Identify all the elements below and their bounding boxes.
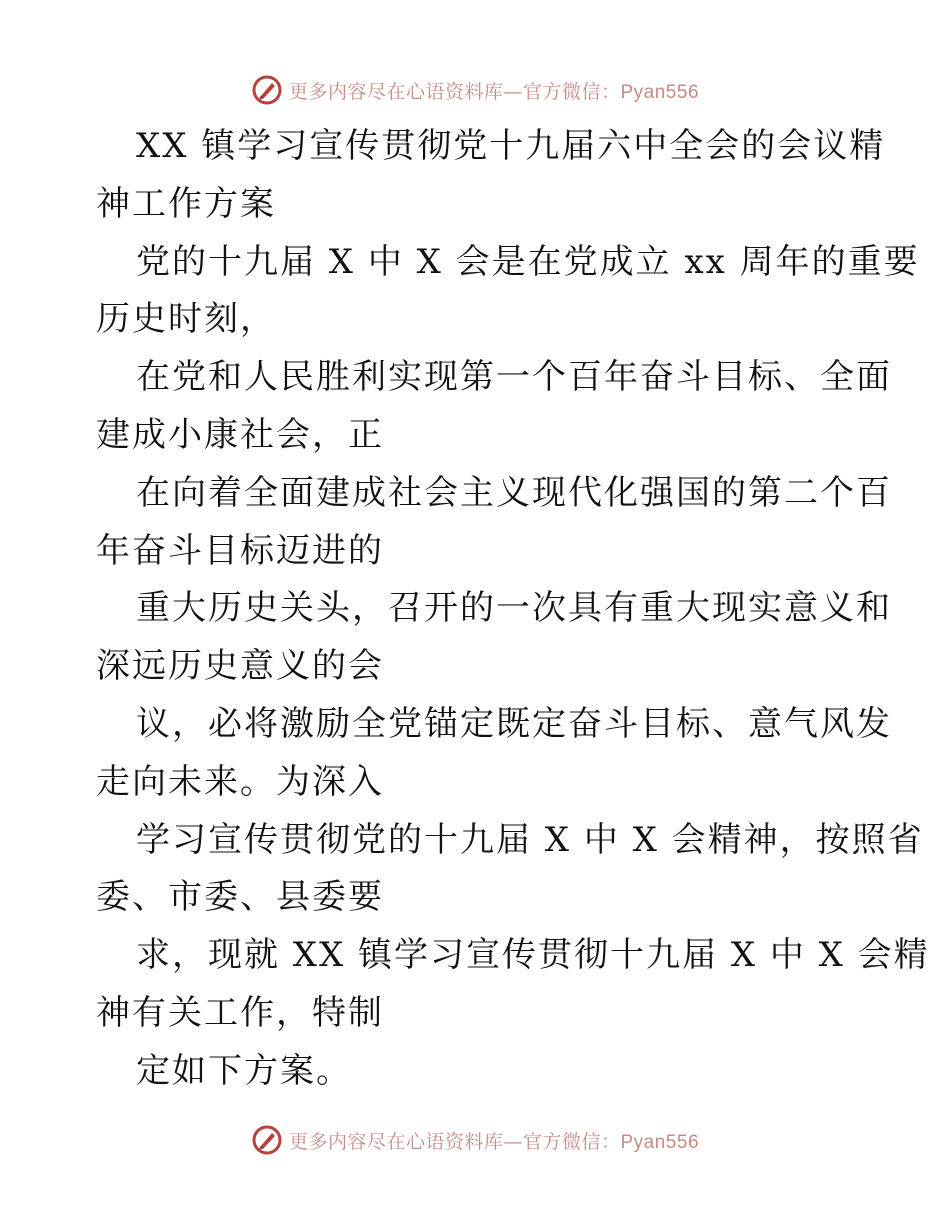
doc-line: 求，现就 XX 镇学习宣传贯彻十九届 X 中 X 会精: [136, 935, 930, 976]
doc-line: 在向着全面建成社会主义现代化强国的第二个百: [136, 472, 892, 513]
header-wechat-id: Pyan556: [620, 81, 700, 103]
doc-line: 委、市委、县委要: [96, 877, 384, 918]
doc-line: XX 镇学习宣传贯彻党十九届六中全会的会议精: [136, 126, 886, 166]
doc-line: 在党和人民胜利实现第一个百年奋斗目标、全面: [136, 357, 892, 398]
quill-pen-logo-icon: [251, 1124, 283, 1156]
quill-pen-logo-icon: [251, 74, 283, 106]
header-banner: [0, 70, 950, 110]
doc-line: 定如下方案。: [136, 1050, 352, 1091]
doc-line: 神有关工作，特制: [96, 992, 384, 1033]
footer-banner: [0, 1120, 950, 1160]
doc-line: 学习宣传贯彻党的十九届 X 中 X 会精神，按照省: [136, 819, 924, 860]
doc-line: 议，必将激励全党锚定既定奋斗目标、意气风发: [136, 703, 892, 744]
doc-line: 神工作方案: [96, 183, 276, 224]
doc-line: 重大历史关头，召开的一次具有重大现实意义和: [136, 588, 892, 629]
doc-line: 年奋斗目标迈进的: [96, 530, 384, 571]
doc-line: 建成小康社会，正: [96, 414, 384, 455]
footer-wechat-id: Pyan556: [620, 1131, 700, 1153]
doc-line: 走向未来。为深入: [96, 761, 384, 802]
header-banner-text: 更多内容尽在心语资料库—官方微信：Pyan556: [288, 80, 700, 103]
doc-line: 深远历史意义的会: [96, 646, 384, 687]
doc-line: 党的十九届 X 中 X 会是在党成立 xx 周年的重要: [136, 241, 920, 282]
doc-line: 历史时刻，: [96, 299, 276, 340]
document-body: [96, 118, 930, 1101]
footer-banner-text: 更多内容尽在心语资料库—官方微信：Pyan556: [288, 1130, 700, 1153]
